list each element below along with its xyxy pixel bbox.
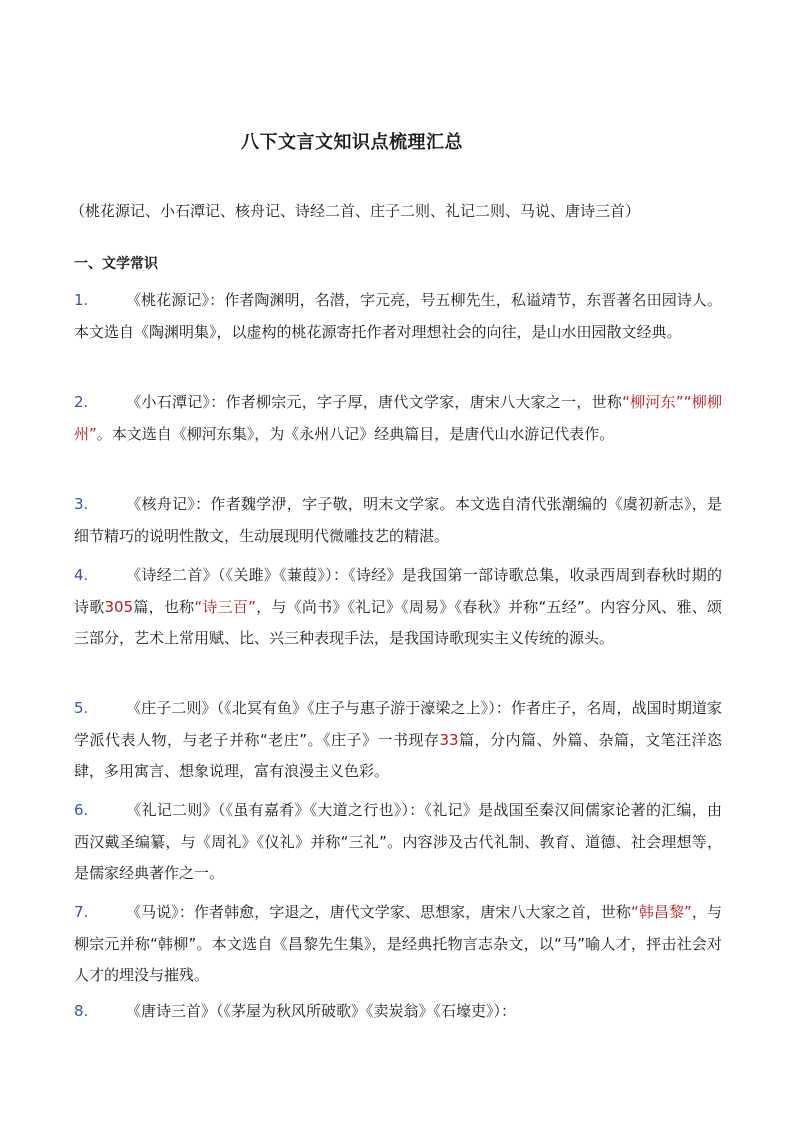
item-number: 2.: [74, 393, 89, 411]
item-text: 《桃花源记》：作者陶渊明，名潜，字元亮，号五柳先生，私谥靖节，东晋著名田园诗人。本文选自《陶渊明集》，以虚构的桃花源寄托作者对理想社会的向往，是山水田园散文经典。: [74, 291, 722, 341]
list-item: [74, 285, 722, 348]
list-item: [74, 560, 722, 655]
item-number: 4.: [74, 566, 89, 584]
item-text: ，与《尚书》《礼记》《周易》《春秋》并称“五经”。内容分风、雅、颂三部分，艺术上常用赋、比、兴三种表现手法，是我国诗歌现实主义传统的源头。: [74, 597, 723, 647]
item-text: ，与柳宗元并称“韩柳”。本文选自《昌黎先生集》，是经典托物言志杂文，以“马”喻人才，抨击社会对人才的埋没与摧残。: [74, 903, 722, 984]
list-item: [74, 996, 722, 1028]
document-title: 八下文言文知识点梳理汇总: [241, 132, 463, 153]
item-number: 5.: [74, 699, 89, 717]
list-item: [74, 489, 722, 552]
list-item: [74, 387, 722, 450]
highlight-text: 305: [104, 597, 134, 616]
document-subtitle: （桃花源记、小石潭记、核舟记、诗经二首、庄子二则、礼记二则、马说、唐诗三首）: [70, 202, 641, 220]
item-text: 《诗经二首》（《关雎》《蒹葭》）：《诗经》是我国第一部诗歌总集，收录西周到春秋时期的诗歌: [74, 566, 722, 616]
item-number: 1.: [74, 291, 89, 309]
section-heading: 一、文学常识: [74, 256, 158, 272]
item-text: 《唐诗三首》（《茅屋为秋风所破歌》《卖炭翁》《石壕吏》）：: [126, 1002, 517, 1020]
list-item: [74, 693, 722, 788]
item-number: 3.: [74, 495, 89, 513]
item-text: 《礼记二则》（《虽有嘉肴》《大道之行也》）：《礼记》是战国至秦汉间儒家论著的汇编，由西汉戴圣编纂，与《周礼》《仪礼》并称“三礼”。内容涉及古代礼制、教育、道德、社会理想等，是儒家经典著作之一。: [74, 801, 722, 882]
item-text: 篇，分内篇、外篇、杂篇，文笔汪洋恣肆，多用寓言、想象说理，富有浪漫主义色彩。: [74, 730, 722, 780]
item-number: 6.: [74, 801, 89, 819]
item-text: 《核舟记》：作者魏学洢，字子敬，明末文学家。本文选自清代张潮编的《虞初新志》，是细节精巧的说明性散文，生动展现明代微雕技艺的精湛。: [74, 495, 722, 545]
highlight-text: “诗三百”: [194, 597, 256, 616]
item-text: 《马说》：作者韩愈，字退之，唐代文学家、思想家，唐宋八大家之首，世称: [126, 903, 631, 921]
item-number: 7.: [74, 903, 89, 921]
item-text: 《庄子二则》（《北冥有鱼》《庄子与惠子游于濠梁之上》）：作者庄子，名周，战国时期道家学派代表人物，与老子并称“老庄”。《庄子》一书现存: [74, 699, 722, 749]
item-text: 《小石潭记》：作者柳宗元，字子厚，唐代文学家，唐宋八大家之一，世称: [126, 393, 623, 411]
item-text: 篇，也称: [133, 597, 195, 616]
item-number: 8.: [74, 1002, 89, 1020]
list-item: [74, 897, 722, 992]
highlight-text: “柳河东”“柳柳州”: [74, 393, 722, 443]
item-text: 。本文选自《柳河东集》，为《永州八记》经典篇目，是唐代山水游记代表作。: [96, 424, 615, 443]
highlight-text: 33: [439, 730, 459, 749]
list-item: [74, 795, 722, 890]
highlight-text: “韩昌黎”: [631, 903, 692, 921]
